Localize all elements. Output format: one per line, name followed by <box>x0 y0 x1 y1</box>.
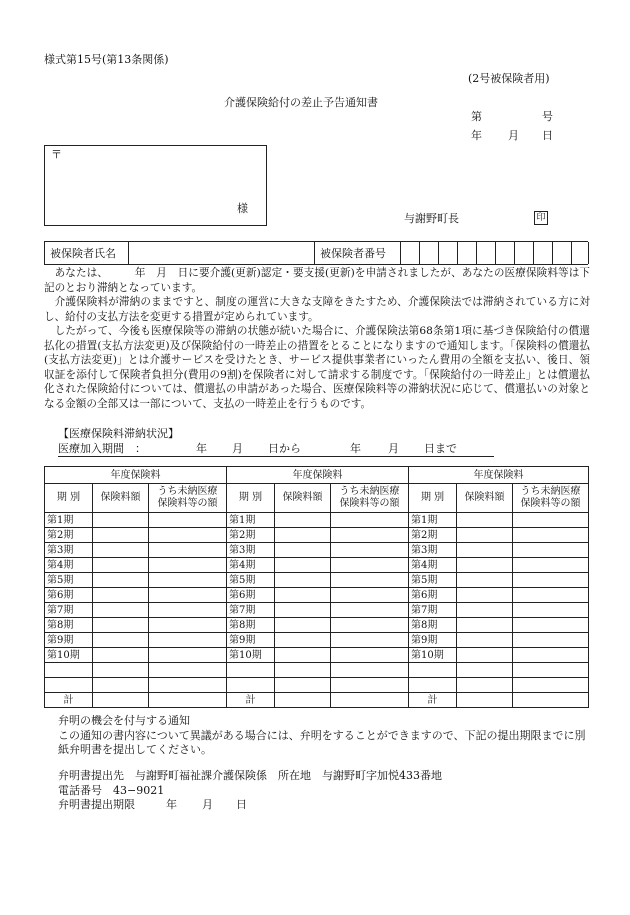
digit-box[interactable] <box>572 242 589 264</box>
postal-mark: 〒 <box>51 148 62 161</box>
amount-cell[interactable] <box>275 528 331 543</box>
to-month: 月 <box>388 442 399 455</box>
period-cell: 第7期 <box>409 603 457 618</box>
amount-cell[interactable] <box>93 573 149 588</box>
unpaid-cell[interactable] <box>331 588 409 603</box>
col-unpaid-header-line1: うち未納医療 <box>339 486 400 497</box>
amount-cell[interactable] <box>457 573 513 588</box>
unpaid-cell[interactable] <box>513 663 589 678</box>
issuer-name: 与謝野町長 <box>404 212 459 225</box>
amount-cell[interactable] <box>275 693 331 708</box>
period-cell: 第2期 <box>45 528 93 543</box>
table-row <box>45 663 589 678</box>
unpaid-cell[interactable] <box>331 633 409 648</box>
unpaid-cell[interactable] <box>513 603 589 618</box>
col-unpaid-header-line1: うち未納医療 <box>157 486 218 497</box>
unpaid-cell[interactable] <box>149 618 227 633</box>
explain-title: 弁明の機会を付与する通知 <box>58 714 190 727</box>
from-month: 月 <box>232 442 243 455</box>
col-amount-header: 保険料額 <box>93 484 149 513</box>
unpaid-cell[interactable] <box>513 528 589 543</box>
amount-cell[interactable] <box>275 603 331 618</box>
period-cell <box>227 678 275 693</box>
period-cell: 第1期 <box>227 513 275 528</box>
seal-box: 印 <box>534 211 548 225</box>
amount-cell[interactable] <box>457 543 513 558</box>
period-cell: 第8期 <box>409 618 457 633</box>
explain-text: この通知の書内容について異議がある場合には、弁明をすることができますので、下記の提出期限までに別紙弁明書を提出してください。 <box>58 729 586 756</box>
doc-number-go: 号 <box>542 110 553 123</box>
period-cell: 第9期 <box>409 633 457 648</box>
digit-box[interactable] <box>401 242 420 264</box>
period-cell: 第9期 <box>45 633 93 648</box>
amount-cell[interactable] <box>457 513 513 528</box>
period-cell: 第5期 <box>227 573 275 588</box>
amount-cell[interactable] <box>93 513 149 528</box>
unpaid-cell[interactable] <box>149 663 227 678</box>
col-unpaid-header-line2: 保険料等の額 <box>520 498 581 509</box>
sama-label: 様 <box>237 202 248 215</box>
arrears-heading: 【医療保険料滞納状況】 <box>58 427 179 440</box>
insured-type: (2号被保険者用) <box>468 72 550 85</box>
period-cell: 第6期 <box>409 588 457 603</box>
table-row <box>45 573 589 588</box>
table-row <box>45 648 589 663</box>
amount-cell[interactable] <box>457 663 513 678</box>
from-day: 日から <box>268 442 301 455</box>
period-cell: 第2期 <box>409 528 457 543</box>
unpaid-cell[interactable] <box>149 573 227 588</box>
unpaid-cell[interactable] <box>149 678 227 693</box>
period-cell: 第5期 <box>45 573 93 588</box>
amount-cell[interactable] <box>275 618 331 633</box>
unpaid-cell[interactable] <box>149 543 227 558</box>
period-cell <box>409 663 457 678</box>
col-unpaid-header <box>331 484 409 513</box>
unpaid-cell[interactable] <box>149 558 227 573</box>
digit-box[interactable] <box>477 242 496 264</box>
table-row <box>45 558 589 573</box>
amount-cell[interactable] <box>457 603 513 618</box>
table-row <box>45 543 589 558</box>
period-cell: 第2期 <box>227 528 275 543</box>
unpaid-cell[interactable] <box>331 603 409 618</box>
unpaid-cell[interactable] <box>513 543 589 558</box>
amount-cell[interactable] <box>457 648 513 663</box>
to-year: 年 <box>350 442 361 455</box>
period-cell: 第1期 <box>409 513 457 528</box>
unpaid-cell[interactable] <box>149 528 227 543</box>
insured-number-label: 被保険者番号 <box>315 242 401 264</box>
unpaid-cell[interactable] <box>513 513 589 528</box>
unpaid-cell[interactable] <box>513 588 589 603</box>
period-cell: 第6期 <box>227 588 275 603</box>
table-row <box>45 603 589 618</box>
table-row <box>45 633 589 648</box>
unpaid-cell[interactable] <box>331 528 409 543</box>
table-row <box>45 528 589 543</box>
period-cell: 第10期 <box>45 648 93 663</box>
period-cell: 第1期 <box>45 513 93 528</box>
amount-cell[interactable] <box>457 528 513 543</box>
address-box[interactable] <box>44 145 267 226</box>
period-cell: 第9期 <box>227 633 275 648</box>
coverage-period <box>58 442 494 457</box>
unpaid-cell[interactable] <box>331 618 409 633</box>
amount-cell[interactable] <box>93 618 149 633</box>
unpaid-cell[interactable] <box>331 513 409 528</box>
amount-cell[interactable] <box>93 633 149 648</box>
col-unpaid-header-line1: うち未納医療 <box>520 486 581 497</box>
amount-cell[interactable] <box>93 663 149 678</box>
date-day: 日 <box>542 129 553 142</box>
col-unpaid-header <box>149 484 227 513</box>
period-cell <box>409 678 457 693</box>
unpaid-cell[interactable] <box>149 603 227 618</box>
amount-cell[interactable] <box>275 663 331 678</box>
insured-name-field[interactable] <box>129 242 315 264</box>
period-cell: 第8期 <box>45 618 93 633</box>
body-paragraph-2: 介護保険料が滞納のままですと、制度の運営に大きな支障をきたすため、介護保険法では滞納されている方に対し、給付の支払方法を変更する措置が定められています。 <box>44 296 590 323</box>
date-month: 月 <box>508 129 519 142</box>
period-cell <box>45 663 93 678</box>
col-unpaid-header <box>513 484 589 513</box>
digit-box[interactable] <box>496 242 515 264</box>
deadline-label: 弁明書提出期限 <box>58 798 135 811</box>
period-cell: 計 <box>409 693 457 708</box>
unpaid-cell[interactable] <box>331 558 409 573</box>
unpaid-cell[interactable] <box>513 558 589 573</box>
unpaid-cell[interactable] <box>331 648 409 663</box>
period-cell: 第3期 <box>227 543 275 558</box>
date-year: 年 <box>471 129 482 142</box>
insured-id-row <box>44 241 588 265</box>
amount-cell[interactable] <box>93 528 149 543</box>
period-cell: 第8期 <box>227 618 275 633</box>
col-period-header: 期 別 <box>45 484 93 513</box>
deadline-day: 日 <box>236 798 247 811</box>
unpaid-cell[interactable] <box>149 513 227 528</box>
period-cell: 第5期 <box>409 573 457 588</box>
unpaid-cell[interactable] <box>331 693 409 708</box>
digit-box[interactable] <box>553 242 572 264</box>
unpaid-cell[interactable] <box>513 573 589 588</box>
unpaid-cell[interactable] <box>331 663 409 678</box>
unpaid-cell[interactable] <box>513 618 589 633</box>
col-amount-header: 保険料額 <box>457 484 513 513</box>
body-text <box>44 266 590 411</box>
col-unpaid-header-line2: 保険料等の額 <box>157 498 218 509</box>
digit-box[interactable] <box>420 242 439 264</box>
fiscal-year-header: 年度保険料 <box>45 467 227 484</box>
period-cell: 第7期 <box>45 603 93 618</box>
col-period-header: 期 別 <box>409 484 457 513</box>
unpaid-cell[interactable] <box>513 648 589 663</box>
table-row <box>45 618 589 633</box>
unpaid-cell[interactable] <box>513 693 589 708</box>
amount-cell[interactable] <box>93 648 149 663</box>
unpaid-cell[interactable] <box>513 633 589 648</box>
amount-cell[interactable] <box>457 588 513 603</box>
amount-cell[interactable] <box>93 543 149 558</box>
doc-number-dai: 第 <box>471 110 482 123</box>
table-row <box>45 588 589 603</box>
premium-table <box>44 466 589 708</box>
table-row <box>45 678 589 693</box>
period-cell: 第4期 <box>45 558 93 573</box>
amount-cell[interactable] <box>275 558 331 573</box>
body-paragraph-3: したがって、今後も医療保険等の滞納の状態が続いた場合に、介護保険法第68条第1項に基づき保険給付の償還払化の措置(支払方法変更)及び保険給付の一時差止の措置をとることになりますので通知します。「保険料の償還払(支払方法変更)」とは介護サービスを受けたとき、サービス提供事業者にいったん費用の全額を支払い、後日、領収証を添付して保険者負担分(費用の9割)を保険者に対して請求する制度です。「保険給付の一時差止」とは償還払化された保険給付については、償還払の申請があった場合、医療保険料等の滞納状況に応じて、償還払いの対象となる金額の全部又は一部について、支払の一時差止を行うものです。 <box>44 325 590 410</box>
deadline-month: 月 <box>202 798 213 811</box>
period-cell: 第7期 <box>227 603 275 618</box>
amount-cell[interactable] <box>93 588 149 603</box>
coverage-period-label: 医療加入期間 ： <box>58 442 146 455</box>
period-cell: 第3期 <box>45 543 93 558</box>
unpaid-cell[interactable] <box>149 633 227 648</box>
digit-box[interactable] <box>439 242 458 264</box>
document-title: 介護保険給付の差止予告通知書 <box>224 96 378 109</box>
unpaid-cell[interactable] <box>149 648 227 663</box>
period-cell: 計 <box>227 693 275 708</box>
fiscal-year-header: 年度保険料 <box>227 467 409 484</box>
amount-cell[interactable] <box>457 633 513 648</box>
amount-cell[interactable] <box>275 513 331 528</box>
amount-cell[interactable] <box>93 693 149 708</box>
unpaid-cell[interactable] <box>331 678 409 693</box>
amount-cell[interactable] <box>457 558 513 573</box>
period-cell: 計 <box>45 693 93 708</box>
amount-cell[interactable] <box>275 573 331 588</box>
digit-box[interactable] <box>534 242 553 264</box>
period-cell: 第3期 <box>409 543 457 558</box>
amount-cell[interactable] <box>275 543 331 558</box>
amount-cell[interactable] <box>457 678 513 693</box>
fiscal-year-header: 年度保険料 <box>409 467 589 484</box>
form-number: 様式第15号(第13条関係) <box>44 53 169 66</box>
period-cell: 第4期 <box>409 558 457 573</box>
unpaid-cell[interactable] <box>149 693 227 708</box>
col-unpaid-header-line2: 保険料等の額 <box>339 498 400 509</box>
col-period-header: 期 別 <box>227 484 275 513</box>
amount-cell[interactable] <box>275 588 331 603</box>
deadline-year: 年 <box>166 798 177 811</box>
body-paragraph-1: あなたは、 年 月 日に要介護(更新)認定・要支援(更新)を申請されましたが、あなたの医療保険料等は下記のとおり滞納となっています。 <box>44 267 590 294</box>
unpaid-cell[interactable] <box>513 678 589 693</box>
digit-box[interactable] <box>458 242 477 264</box>
amount-cell[interactable] <box>275 648 331 663</box>
table-row <box>45 513 589 528</box>
period-cell: 第4期 <box>227 558 275 573</box>
table-total-row <box>45 693 589 708</box>
to-day: 日まで <box>424 442 457 455</box>
amount-cell[interactable] <box>457 693 513 708</box>
period-cell: 第10期 <box>227 648 275 663</box>
digit-box[interactable] <box>515 242 534 264</box>
amount-cell[interactable] <box>93 603 149 618</box>
period-cell <box>45 678 93 693</box>
submission-to: 弁明書提出先 与謝野町福祉課介護保険係 所在地 与謝野町字加悦433番地 <box>58 769 442 782</box>
period-cell <box>227 663 275 678</box>
unpaid-cell[interactable] <box>149 588 227 603</box>
amount-cell[interactable] <box>93 678 149 693</box>
amount-cell[interactable] <box>457 618 513 633</box>
amount-cell[interactable] <box>93 558 149 573</box>
insured-name-label: 被保険者氏名 <box>45 242 129 264</box>
amount-cell[interactable] <box>275 678 331 693</box>
unpaid-cell[interactable] <box>331 543 409 558</box>
col-amount-header: 保険料額 <box>275 484 331 513</box>
submission-phone: 電話番号 43−9021 <box>58 784 165 797</box>
unpaid-cell[interactable] <box>331 573 409 588</box>
from-year: 年 <box>196 442 207 455</box>
amount-cell[interactable] <box>275 633 331 648</box>
period-cell: 第10期 <box>409 648 457 663</box>
period-cell: 第6期 <box>45 588 93 603</box>
